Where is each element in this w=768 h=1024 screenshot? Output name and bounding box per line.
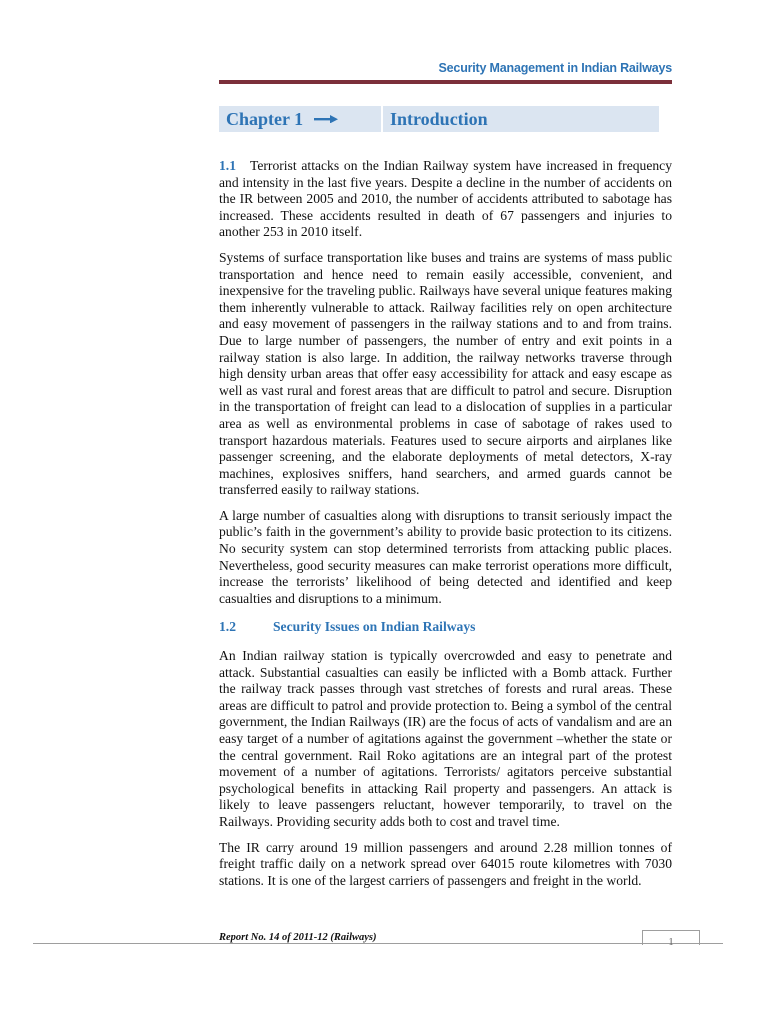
right-arrow-icon xyxy=(314,115,338,123)
paragraph-1-1 xyxy=(219,158,672,241)
paragraph-5: The IR carry around 19 million passengers and around 2.28 million tonnes of freight traffic daily on a network spread over 64015 route kilometres with 7030 stations. It is one of the largest carriers of passengers and freight in the world. xyxy=(219,839,672,888)
footer-report-label: Report No. 14 of 2011-12 (Railways) xyxy=(219,932,377,943)
document-body xyxy=(219,158,672,898)
paragraph-2: Systems of surface transportation like buses and trains are systems of mass public transportation and hence need to remain easily accessible, convenient, and inexpensive for the traveling public. Railways have several unique features making them inherently vulnerable to attack. Railway facilities rely on open architecture and easy movement of passengers in the railway stations and to and from trains. Due to large number of passengers, the number of entry and exit points in a railway station is also large. In addition, the railway networks traverse through high density urban areas that offer easy accessibility for attack and easy escape as well as vast rural and forest areas that are difficult to patrol and secure. Disruption in the transportation of freight can lead to a dislocation of supplies in a particular area as well as environmental problems in case of sabotage of rakes used to transport hazardous materials. Features used to secure airports and airplanes like passenger screening, and the elaborate deployments of metal detectors, X-ray machines, explosives sniffers, hand searchers, and armed guards cannot be transferred easily to railway stations. xyxy=(219,249,672,498)
chapter-title: Introduction xyxy=(390,109,488,129)
chapter-divider xyxy=(381,106,383,132)
header-rule xyxy=(219,80,672,84)
chapter-heading-bar xyxy=(219,106,659,132)
chapter-label: Chapter 1 xyxy=(226,109,304,129)
paragraph-3: A large number of casualties along with disruptions to transit seriously impact the public’s faith in the government’s ability to provide basic protection to its citizens. No security system can stop determined terrorists from attacking public places. Nevertheless, good security measures can make terrorist operations more difficult, increase the terrorists’ likelihood of being detected and identified and keep casualties and disruptions to a minimum. xyxy=(219,507,672,606)
section-number: 1.2 xyxy=(219,619,236,635)
running-header-title: Security Management in Indian Railways xyxy=(438,61,672,75)
paragraph-text: Terrorist attacks on the Indian Railway system have increased in frequency and intensity in the last five years. Despite a decline in the number of accidents on the IR between 2005 and 2010, the number of accidents attributed to sabotage has increased. These accidents resulted in death of 67 passengers and injuries to another 253 in 2010 itself. xyxy=(219,158,672,240)
section-title: Security Issues on Indian Railways xyxy=(273,619,476,635)
page-number: 1 xyxy=(668,936,674,948)
footer-rule xyxy=(33,943,723,944)
section-heading-1-2 xyxy=(219,619,672,636)
paragraph-number: 1.1 xyxy=(219,158,236,173)
paragraph-4: An Indian railway station is typically overcrowded and easy to penetrate and attack. Substantial casualties can easily be inflicted with a Bomb attack. Further the railway track passes through vast stretches of forests and rural areas. These areas are difficult to patrol and provide protection to. Being a symbol of the central government, the Indian Railways (IR) are the focus of acts of vandalism and are an easy target of a number of agitations against the government –whether the state or the central government. Rail Roko agitations are an integral part of the protest movement of a number of agitations. Terrorists/ agitators perceive substantial psychological benefits in attacking Rail property and passengers. An attack is likely to leave passengers reluctant, however temporarily, to travel on the Railways. Providing security adds both to cost and travel time. xyxy=(219,648,672,829)
page-number-box xyxy=(642,930,700,948)
